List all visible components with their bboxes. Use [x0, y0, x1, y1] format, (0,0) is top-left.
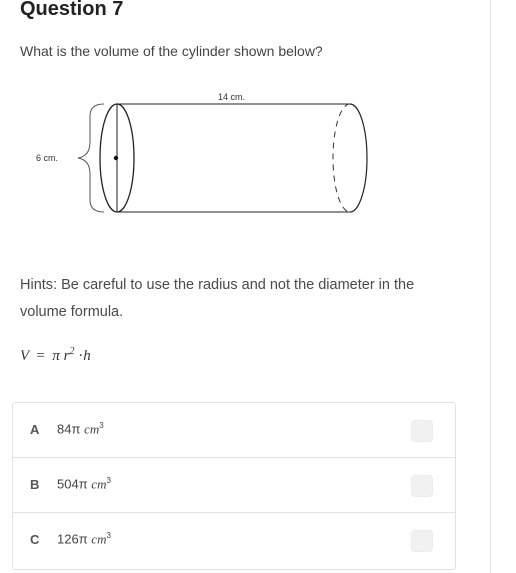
question-prompt: What is the volume of the cylinder shown below?	[20, 43, 323, 59]
question-title: Question 7	[20, 0, 124, 20]
choice-exponent: 3	[106, 476, 111, 485]
choice-c[interactable]	[13, 513, 455, 569]
choice-exponent: 3	[99, 421, 104, 430]
choice-checkbox[interactable]	[411, 420, 433, 442]
choice-unit: cm	[91, 476, 107, 492]
formula-r: r	[63, 348, 70, 364]
hint-text: Hints: Be careful to use the radius and not the diameter in the volume formula.	[20, 277, 415, 320]
choice-letter: C	[30, 532, 40, 547]
answer-choices	[12, 402, 456, 570]
choice-b[interactable]	[13, 458, 455, 513]
center-point	[114, 156, 118, 160]
choice-value	[57, 531, 111, 547]
formula-dot: ·	[78, 348, 84, 364]
choice-value	[57, 421, 104, 437]
formula-h: h	[83, 348, 91, 364]
choice-number: 126π	[57, 531, 88, 547]
cylinder-right-face-front	[350, 104, 367, 212]
formula-exponent: 2	[69, 346, 75, 357]
choice-checkbox[interactable]	[411, 530, 433, 552]
choice-letter: A	[30, 422, 40, 437]
choice-exponent: 3	[106, 531, 111, 540]
choice-unit: cm	[91, 531, 107, 547]
right-divider	[490, 0, 491, 573]
cylinder-figure	[0, 80, 400, 220]
choice-number: 504π	[57, 476, 88, 492]
formula-equals: =	[36, 348, 45, 364]
diameter-label: 6 cm.	[36, 153, 59, 163]
choice-checkbox[interactable]	[411, 475, 433, 497]
formula-pi: π	[52, 348, 60, 364]
length-label: 14 cm.	[218, 92, 246, 102]
choice-value	[57, 476, 111, 492]
cylinder-right-face-back	[333, 104, 350, 212]
choice-letter: B	[30, 477, 40, 492]
choice-a[interactable]	[13, 403, 455, 458]
volume-formula	[20, 346, 91, 365]
formula-lhs: V	[20, 348, 29, 364]
choice-unit: cm	[84, 421, 100, 437]
choice-number: 84π	[57, 421, 81, 437]
